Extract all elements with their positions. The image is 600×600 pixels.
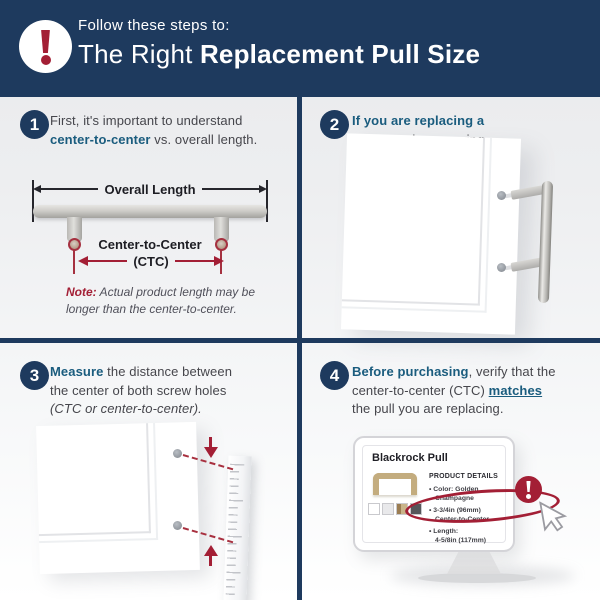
step-3-badge: 3 xyxy=(20,361,49,390)
ctc-abbr-label: (CTC) xyxy=(133,253,169,269)
step-2-text: If you are replacing a xyxy=(352,113,485,128)
screw-hole xyxy=(173,521,182,530)
product-bullet-color: Champagne xyxy=(435,495,474,502)
measure-arrow-up xyxy=(209,556,212,566)
screw-hole xyxy=(497,191,506,200)
thumbnail[interactable] xyxy=(382,503,394,515)
cabinet-pull xyxy=(538,181,553,303)
product-image xyxy=(373,473,417,495)
product-bullet-ctc: Center-to-Center xyxy=(435,516,490,523)
ctc-label: Center-to-Center xyxy=(98,237,202,252)
overall-length-arrow xyxy=(33,182,267,196)
divider-horizontal xyxy=(0,338,600,343)
measure-arrow-up xyxy=(204,545,218,556)
step-4-text: Before purchasing, verify that the center-to-center (CTC) matches the pull you are replacing. xyxy=(352,364,556,416)
divider-vertical xyxy=(297,97,302,600)
cabinet-door xyxy=(341,133,521,334)
note-text: Note: Actual product length may be longer than the center-to-center. xyxy=(66,285,255,316)
step-1-badge: 1 xyxy=(20,110,49,139)
monitor-stand-base xyxy=(418,573,536,583)
header-text xyxy=(78,17,480,70)
step-4-badge: 4 xyxy=(320,361,349,390)
screw-hole xyxy=(497,263,506,272)
product-bullet-color: • Color: Golden xyxy=(429,486,479,493)
thumbnail[interactable] xyxy=(368,503,380,515)
exclamation-badge-icon xyxy=(515,476,542,503)
measure-arrow-down xyxy=(204,447,218,458)
product-bullet-length: 4-5/8in (117mm) xyxy=(435,537,486,544)
ctc-arrow xyxy=(78,253,224,269)
ctc-guide-line xyxy=(73,249,75,274)
step-3-text: Measure the distance between the center of both screw holes (CTC or center-to-center). xyxy=(50,364,233,416)
cabinet-door xyxy=(36,422,200,574)
step-2-badge: 2 xyxy=(320,110,349,139)
header-banner xyxy=(0,0,600,97)
overall-length-label: Overall Length xyxy=(104,181,196,197)
product-details-heading: PRODUCT DETAILS xyxy=(429,473,498,480)
product-bullet-length: • Length: xyxy=(429,528,459,535)
measure-arrow-down xyxy=(209,437,212,447)
product-bullet-ctc: • 3-3/4in (96mm) xyxy=(429,507,481,514)
screw-hole xyxy=(173,449,182,458)
exclamation-icon xyxy=(19,20,72,73)
monitor-stand xyxy=(447,551,501,574)
product-title: Blackrock Pull xyxy=(372,452,448,464)
header-title: The Right Replacement Pull Size xyxy=(78,39,481,69)
cursor-icon xyxy=(534,496,576,538)
step-1-text: First, it's important to understand center-to-center vs. overall length. xyxy=(50,113,258,147)
header-subtitle: Follow these steps to: xyxy=(78,17,230,34)
measure-ruler xyxy=(223,456,251,600)
